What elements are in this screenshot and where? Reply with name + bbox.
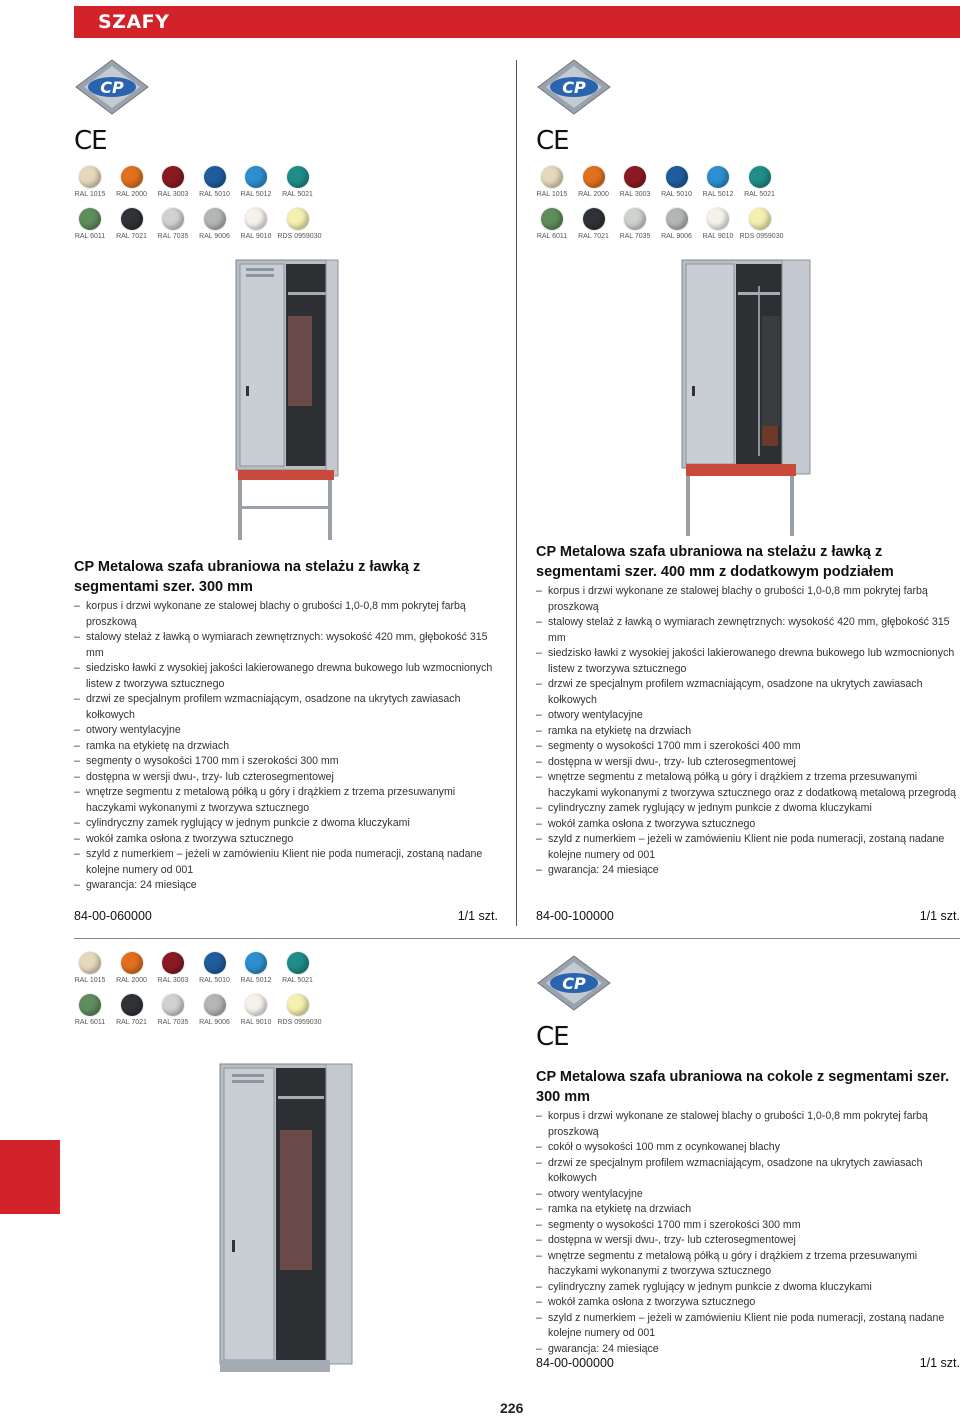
feature-item: – korpus i drzwi wykonane ze stalowej blachy o grubości 1,0-0,8 mm pokrytej farbą proszkową [536,584,960,615]
feature-item: – wokół zamka osłona z tworzywa sztucznego [536,1295,960,1311]
color-swatch-label: RAL 1015 [74,191,106,198]
feature-item: – wokół zamka osłona z tworzywa sztucznego [74,832,498,848]
product-code: 84-00-060000 [74,909,152,923]
color-swatch [70,952,110,984]
ce-mark: CE [74,126,107,156]
section-title: SZAFY [98,11,170,33]
feature-item: – stalowy stelaż z ławką o wymiarach zewnętrznych: wysokość 420 mm, głębokość 315 mm [74,630,498,661]
product-footer [536,1356,960,1372]
cp-logo [536,58,612,116]
ce-mark: CE [536,126,569,156]
color-swatch [657,166,697,198]
feature-item: – otwory wentylacyjne [536,708,960,724]
color-swatch-label: RAL 5010 [199,977,230,984]
product-quantity: 1/1 szt. [457,909,498,923]
color-swatch-label: RAL 7035 [157,1019,189,1026]
color-swatch [153,208,193,240]
feature-list [536,584,960,879]
feature-item: – ramka na etykietę na drzwiach [536,724,960,740]
color-swatch-dot [583,166,605,188]
product-footer [74,909,498,925]
feature-item: – stalowy stelaż z ławką o wymiarach zewnętrznych: wysokość 420 mm, głębokość 315 mm [536,615,960,646]
color-swatch-label: RAL 3003 [619,191,651,198]
color-swatch [112,994,152,1026]
color-swatch-label: RAL 9006 [199,233,230,240]
feature-item: – cylindryczny zamek ryglujący w jednym punkcie z dwoma kluczykami [536,1280,960,1296]
column-divider [516,60,517,926]
ce-mark: CE [536,1022,569,1052]
color-swatch [615,166,655,198]
color-swatch-dot [121,166,143,188]
feature-item: – wnętrze segmentu z metalową półką u góry i drążkiem z trzema przesuwanymi haczykami wykonanymi z tworzywa sztucznego [536,1249,960,1280]
feature-item: – cylindryczny zamek ryglujący w jednym punkcie z dwoma kluczykami [74,816,498,832]
color-swatch-dot [204,994,226,1016]
color-swatch [739,208,784,240]
cp-logo-text: CP [562,974,586,993]
color-swatch-dot [79,166,101,188]
color-swatch-dot [245,994,267,1016]
color-swatch [195,208,235,240]
color-swatch [574,166,614,198]
color-swatch [70,208,110,240]
color-swatch [236,208,276,240]
color-swatch-dot [245,208,267,230]
color-swatch [112,952,152,984]
color-swatch-dot [707,208,729,230]
product-code: 84-00-000000 [536,1356,614,1370]
feature-item: – dostępna w wersji dwu-, trzy- lub czterosegmentowej [536,755,960,771]
color-swatch [277,994,322,1026]
feature-item: – wnętrze segmentu z metalową półką u góry i drążkiem z trzema przesuwanymi haczykami wykonanymi z tworzywa sztucznego oraz z dodatkową metalową przegrodą [536,770,960,801]
color-swatch-dot [121,952,143,974]
color-swatch-label: RAL 6011 [536,233,568,240]
color-swatch-label: RAL 1015 [74,977,106,984]
color-swatch [532,208,572,240]
color-swatch [236,166,276,198]
color-swatch-label: RAL 5021 [282,977,313,984]
feature-item: – drzwi ze specjalnym profilem wzmacniającym, osadzone na ukrytych zawiasach kołkowych [74,692,498,723]
color-swatch-dot [121,994,143,1016]
color-swatch-dot [204,952,226,974]
color-swatch [153,952,193,984]
product-block-2 [536,542,960,879]
color-swatch-dot [287,994,309,1016]
color-swatch-label: RAL 7035 [157,233,189,240]
product-code: 84-00-100000 [536,909,614,923]
product-title: CP Metalowa szafa ubraniowa na stelażu z ławką z segmentami szer. 300 mm [74,559,421,595]
color-swatch-label: RDS 0959030 [277,1019,322,1026]
feature-item: – ramka na etykietę na drzwiach [536,1202,960,1218]
color-swatch-dot [79,994,101,1016]
color-swatch-dot [162,994,184,1016]
page-number: 226 [500,1400,524,1416]
color-swatch-dot [666,166,688,188]
color-swatch-label: RAL 6011 [74,1019,106,1026]
color-swatch [112,166,152,198]
product-quantity: 1/1 szt. [919,909,960,923]
color-swatch-label: RAL 7021 [116,233,147,240]
cp-logo [74,58,150,116]
feature-item: – korpus i drzwi wykonane ze stalowej blachy o grubości 1,0-0,8 mm pokrytej farbą proszkową [536,1109,960,1140]
color-swatch-label: RAL 2000 [578,191,609,198]
feature-item: – ramka na etykietę na drzwiach [74,739,498,755]
color-swatch-dot [541,208,563,230]
color-swatch-dot [121,208,143,230]
feature-item: – korpus i drzwi wykonane ze stalowej blachy o grubości 1,0-0,8 mm pokrytej farbą proszkową [74,599,498,630]
feature-item: – cylindryczny zamek ryglujący w jednym punkcie z dwoma kluczykami [536,801,960,817]
color-swatch-label: RAL 1015 [536,191,568,198]
color-swatch-dot [624,166,646,188]
locker-photo-bench-300 [232,256,340,548]
color-swatch [195,994,235,1026]
color-swatch-label: RAL 7035 [619,233,651,240]
locker-photo-plinth-300 [216,1060,356,1380]
color-swatch [236,952,276,984]
color-swatch [195,166,235,198]
cp-logo-text: CP [562,78,586,97]
color-swatch-dot [79,952,101,974]
feature-item: – dostępna w wersji dwu-, trzy- lub czterosegmentowej [74,770,498,786]
color-swatch-label: RAL 9010 [240,1019,272,1026]
color-swatch [70,994,110,1026]
color-swatch-dot [162,166,184,188]
color-swatch-dot [204,166,226,188]
color-swatch-label: RAL 9006 [661,233,692,240]
product-block-1 [74,557,498,894]
color-swatch [615,208,655,240]
color-swatch-label: RAL 5021 [282,191,313,198]
feature-item: – wokół zamka osłona z tworzywa sztucznego [536,817,960,833]
feature-item: – otwory wentylacyjne [536,1187,960,1203]
color-swatch-label: RAL 7021 [116,1019,147,1026]
color-swatch-dot [583,208,605,230]
feature-item: – cokół o wysokości 100 mm z ocynkowanej blachy [536,1140,960,1156]
section-header-bar [74,6,960,38]
color-swatch-label: RAL 3003 [157,191,189,198]
color-swatch-label: RDS 0959030 [277,233,322,240]
color-swatch-label: RAL 2000 [116,977,147,984]
feature-item: – drzwi ze specjalnym profilem wzmacniającym, osadzone na ukrytych zawiasach kołkowych [536,1156,960,1187]
feature-item: – otwory wentylacyjne [74,723,498,739]
product-quantity: 1/1 szt. [919,1356,960,1370]
color-swatch-label: RAL 6011 [74,233,106,240]
color-swatch-label: RAL 5012 [240,977,272,984]
color-swatch [70,166,110,198]
color-swatch-dot [79,208,101,230]
color-swatch-label: RAL 9010 [240,233,272,240]
color-swatch-dot [287,952,309,974]
color-swatch-label: RAL 5010 [661,191,692,198]
color-swatch [195,952,235,984]
feature-item: – siedzisko ławki z wysokiej jakości lakierowanego drewna bukowego lub wzmocnionych listew z tworzywa sztucznego [74,661,498,692]
color-swatch-label: RAL 5012 [240,191,272,198]
color-swatch-label: RAL 9010 [702,233,734,240]
color-swatch [236,994,276,1026]
feature-item: – siedzisko ławki z wysokiej jakości lakierowanego drewna bukowego lub wzmocnionych listew z tworzywa sztucznego [536,646,960,677]
feature-item: – segmenty o wysokości 1700 mm i szerokości 300 mm [536,1218,960,1234]
color-swatch-dot [749,166,771,188]
color-swatch [153,166,193,198]
color-swatch-dot [204,208,226,230]
feature-item: – szyld z numerkiem – jeżeli w zamówieniu Klient nie poda numeracji, zostaną nadane kolejne numery od 001 [74,847,498,878]
color-swatch-label: RAL 5021 [744,191,775,198]
color-swatch-label: RAL 3003 [157,977,189,984]
color-swatch [112,208,152,240]
color-swatch [153,994,193,1026]
side-tab-marker [0,1140,60,1214]
color-swatch-dot [541,166,563,188]
color-swatch-dot [749,208,771,230]
feature-item: – drzwi ze specjalnym profilem wzmacniającym, osadzone na ukrytych zawiasach kołkowych [536,677,960,708]
color-swatch-label: RAL 2000 [116,191,147,198]
cp-logo [536,954,612,1012]
feature-item: – gwarancja: 24 miesiące [74,878,498,894]
color-swatch [574,208,614,240]
color-swatch-dot [666,208,688,230]
color-swatch-label: RAL 5012 [702,191,734,198]
color-swatch-dot [162,208,184,230]
feature-item: – segmenty o wysokości 1700 mm i szerokości 300 mm [74,754,498,770]
color-swatch [698,166,738,198]
color-swatch-label: RAL 7021 [578,233,609,240]
feature-item: – gwarancja: 24 miesiące [536,1342,960,1358]
locker-photo-bench-400 [678,256,814,544]
feature-list [536,1109,960,1357]
feature-item: – segmenty o wysokości 1700 mm i szerokości 400 mm [536,739,960,755]
feature-list [74,599,498,894]
feature-item: – szyld z numerkiem – jeżeli w zamówieniu Klient nie poda numeracji, zostaną nadane kolejne numery od 001 [536,832,960,863]
color-swatch [278,166,318,198]
color-swatch-dot [287,208,309,230]
color-swatch-label: RAL 5010 [199,191,230,198]
color-swatch-label: RAL 9006 [199,1019,230,1026]
color-swatch-dot [287,166,309,188]
feature-item: – wnętrze segmentu z metalową półką u góry i drążkiem z trzema przesuwanymi haczykami wykonanymi z tworzywa sztucznego [74,785,498,816]
color-swatch-dot [162,952,184,974]
cp-logo-text: CP [100,78,124,97]
color-swatch [698,208,738,240]
color-swatch-label: RDS 0959030 [739,233,784,240]
feature-item: – szyld z numerkiem – jeżeli w zamówieniu Klient nie poda numeracji, zostaną nadane kolejne numery od 001 [536,1311,960,1342]
color-swatch [740,166,780,198]
color-swatch [278,952,318,984]
product-title: CP Metalowa szafa ubraniowa na stelażu z ławką z segmentami szer. 400 mm z dodatkowym podziałem [536,544,894,580]
color-swatch-dot [624,208,646,230]
product-title: CP Metalowa szafa ubraniowa na cokole z segmentami szer. 300 mm [536,1069,950,1105]
color-swatch [657,208,697,240]
color-swatch-dot [245,952,267,974]
product-block-3 [536,1067,960,1357]
feature-item: – gwarancja: 24 miesiące [536,863,960,879]
color-swatch [277,208,322,240]
feature-item: – dostępna w wersji dwu-, trzy- lub czterosegmentowej [536,1233,960,1249]
color-swatch [532,166,572,198]
color-swatch-dot [707,166,729,188]
product-footer [536,909,960,925]
color-swatch-dot [245,166,267,188]
row-divider [74,938,960,939]
